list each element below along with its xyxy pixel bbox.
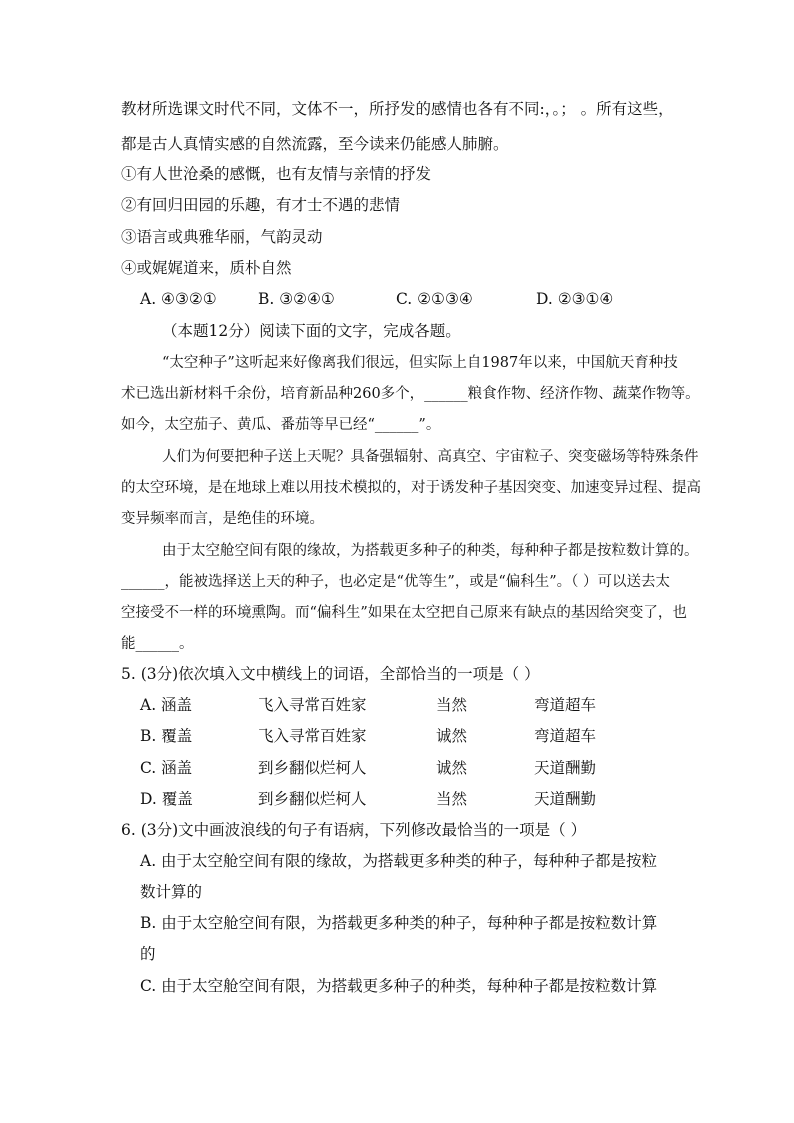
q6-option-a-line-1[interactable]: A. 由于太空舱空间有限的缘故，为搭载更多种类的种子，每种种子都是按粒 [140, 852, 658, 870]
passage-p2-line-1: 人们为何要把种子送上天呢？具备强辐射、高真空、宇宙粒子、突变磁场等特殊条件 [162, 449, 699, 465]
intro-item-3: ③语言或典雅华丽，气韵灵动 [121, 228, 323, 246]
q5-b-word-1: B. 覆盖 [140, 727, 193, 745]
intro-option-d[interactable]: D. ②③①④ [536, 290, 614, 308]
passage-p3-line-3: 空接受不一样的环境熏陶。而“偏科生”如果在太空把自己原来有缺点的基因给突变了，也 [121, 605, 687, 621]
intro-option-c[interactable]: C. ②①③④ [396, 290, 473, 308]
q5-b-word-4: 弯道超车 [534, 727, 597, 745]
q5-c-word-1: C. 涵盖 [140, 759, 193, 777]
passage-p2-line-2: 的太空环境，是在地球上难以用技术模拟的，对于诱发种子基因突变、加速变异过程、提高 [121, 480, 701, 496]
intro-line-2: 都是古人真情实感的自然流露，至今读来仍能感人肺腑。 [121, 135, 509, 153]
q5-d-word-4: 天道酬勤 [534, 790, 597, 808]
passage-p3-line-2: ______，能被选择送上天的种子，也必定是“优等生”，或是“偏科生”。（ ）可以送去太 [121, 574, 671, 590]
passage-p3-line-1: 由于太空舱空间有限的缘故，为搭载更多种子的种类，每种种子都是按粒数计算的。 [162, 543, 699, 559]
intro-option-a[interactable]: A. ④③②① [140, 290, 217, 308]
passage-p3-line-4: 能______。 [121, 636, 194, 652]
q6-stem: 6. (3分)文中画波浪线的句子有语病，下列修改最恰当的一项是（ ） [121, 821, 587, 839]
intro-line-1: 教材所选课文时代不同，文体不一，所抒发的感情也各有不同:，。； 。所有这些， [121, 100, 674, 118]
intro-item-4: ④或娓娓道来，质朴自然 [121, 259, 292, 277]
passage-p2-line-3: 变异频率而言，是绝佳的环境。 [121, 511, 324, 527]
q6-option-a-line-2[interactable]: 数计算的 [140, 883, 203, 901]
q5-c-word-4: 天道酬勤 [534, 759, 597, 777]
q6-option-c-line-1[interactable]: C. 由于太空舱空间有限，为搭载更多种子的种类，每种种子都是按粒数计算 [140, 977, 658, 995]
passage-p1-line-2: 术已选出新材料千余份，培育新品种260多个，______粮食作物、经济作物、蔬菜作物等。 [121, 386, 700, 402]
q5-a-word-4: 弯道超车 [534, 696, 597, 714]
q5-c-word-2: 到乡翻似烂柯人 [258, 759, 367, 777]
q5-d-word-3: 当然 [436, 790, 468, 808]
q5-b-word-3: 诚然 [436, 727, 468, 745]
passage-p1-line-3: 如今，太空茄子、黄瓜、番茄等早已经“______”。 [121, 417, 441, 433]
intro-item-1: ①有人世沧桑的感慨，也有友情与亲情的抒发 [121, 165, 432, 183]
q6-option-b-line-1[interactable]: B. 由于太空舱空间有限，为搭载更多种类的种子，每种种子都是按粒数计算 [140, 914, 658, 932]
q5-a-word-1: A. 涵盖 [140, 696, 193, 714]
q6-option-b-line-2[interactable]: 的 [140, 945, 156, 963]
q5-a-word-3: 当然 [436, 696, 468, 714]
q5-d-word-1: D. 覆盖 [140, 790, 193, 808]
passage-heading: （本题12分）阅读下面的文字，完成各题。 [162, 322, 461, 340]
q5-stem: 5. (3分)依次填入文中横线上的词语，全部恰当的一项是（ ） [121, 665, 540, 683]
q5-a-word-2: 飞入寻常百姓家 [258, 696, 367, 714]
passage-p1-line-1: “太空种子”这听起来好像离我们很远，但实际上自1987年以来，中国航天育种技 [162, 355, 678, 371]
q5-c-word-3: 诚然 [436, 759, 468, 777]
intro-option-b[interactable]: B. ③②④① [258, 290, 335, 308]
q5-d-word-2: 到乡翻似烂柯人 [258, 790, 367, 808]
intro-item-2: ②有回归田园的乐趣，有才士不遇的悲情 [121, 196, 401, 214]
q5-b-word-2: 飞入寻常百姓家 [258, 727, 367, 745]
